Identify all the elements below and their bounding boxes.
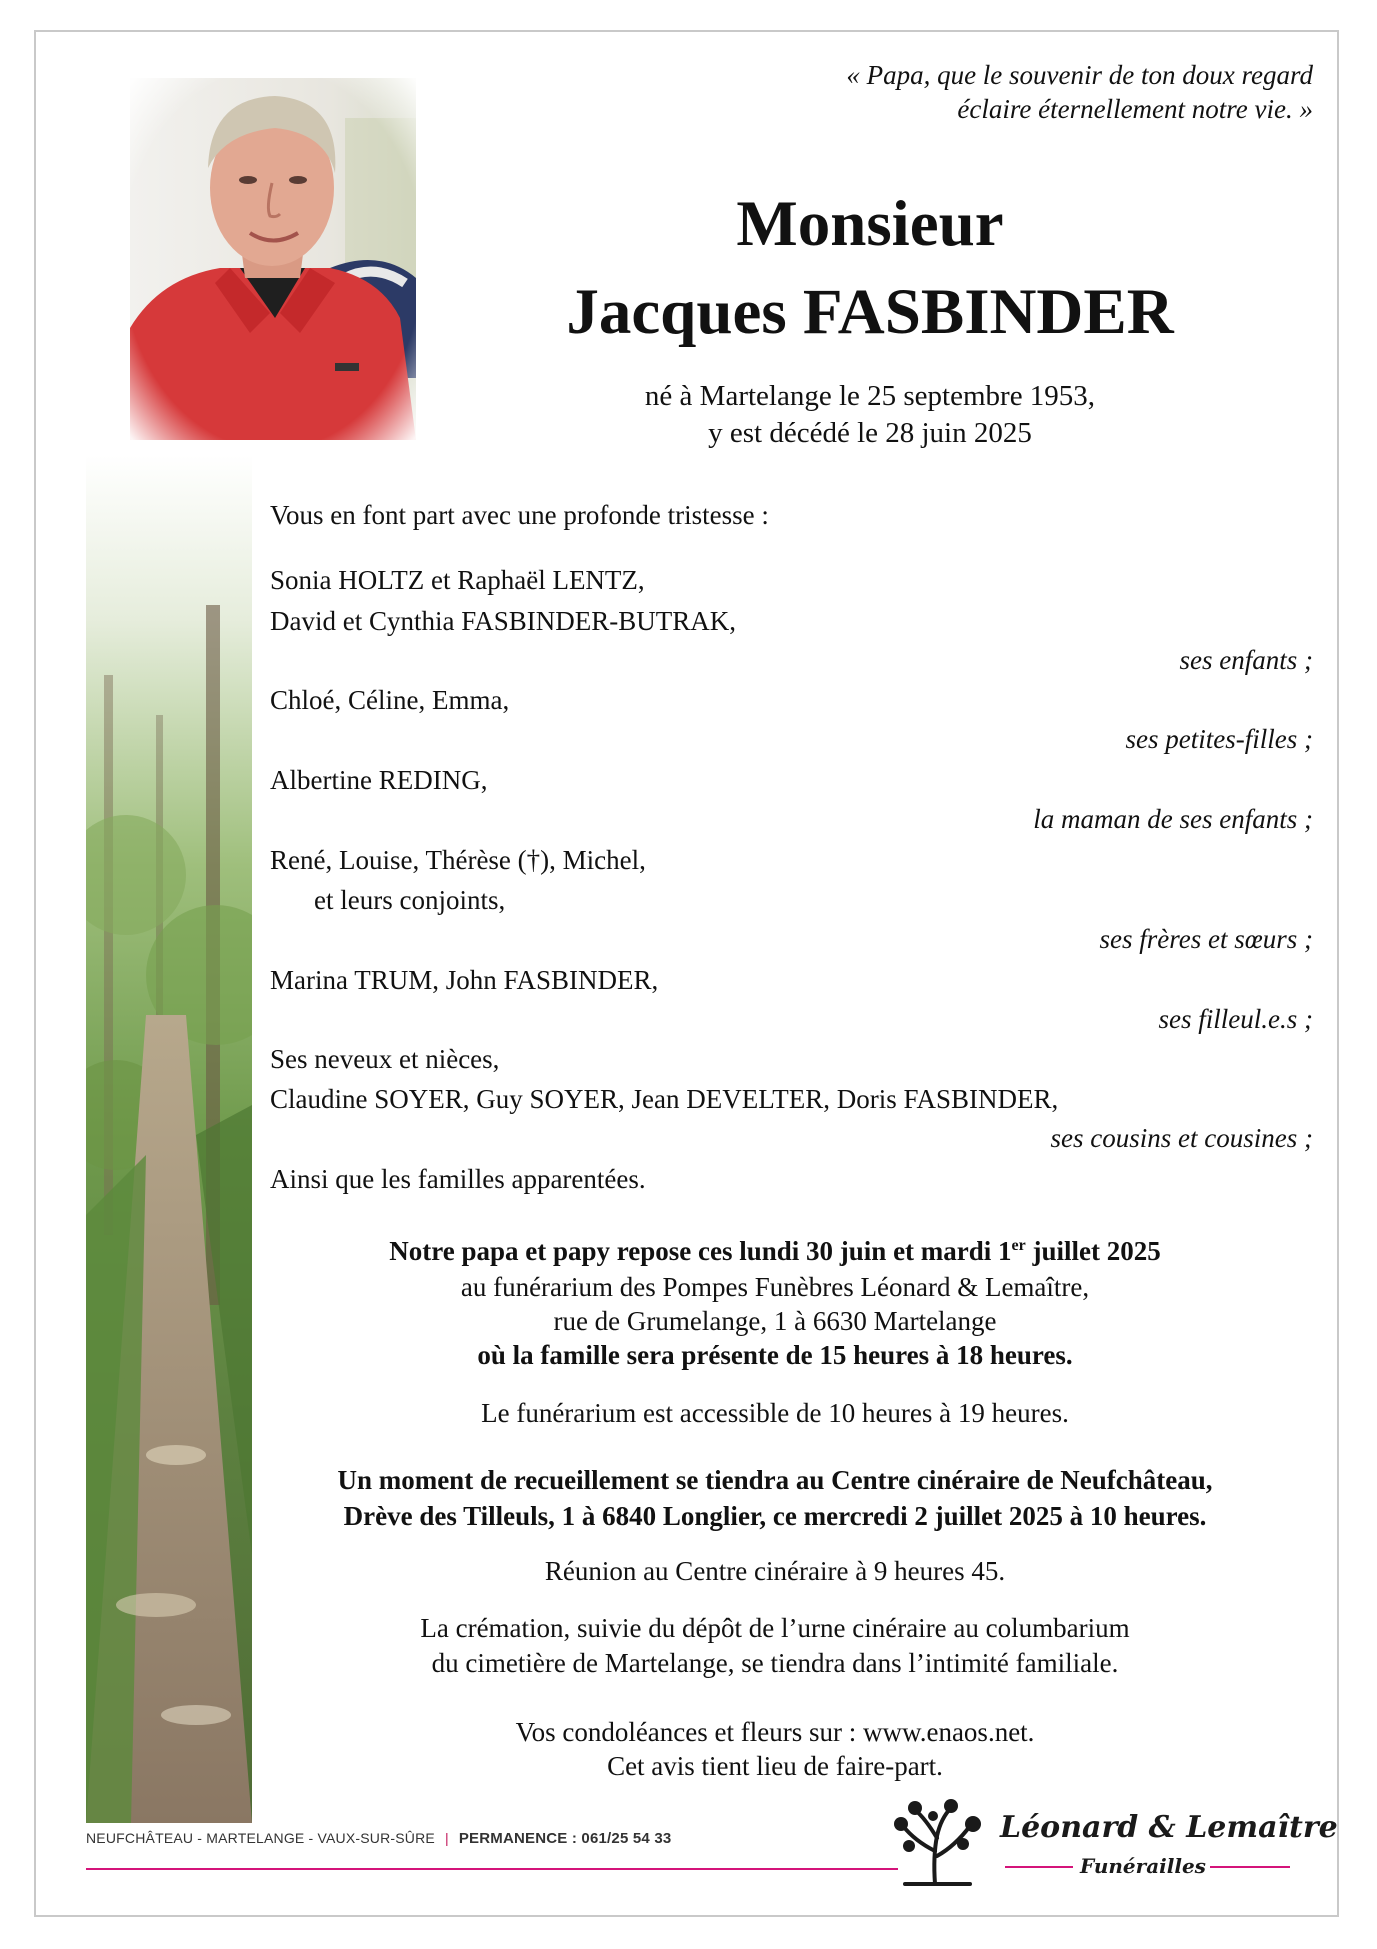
quote-line-2: éclaire éternellement notre vie. » xyxy=(957,94,1313,124)
access-line: Le funérarium est accessible de 10 heures à 19 heures. xyxy=(481,1398,1069,1428)
brand-subtitle: Funérailles xyxy=(1080,1854,1206,1878)
families-line: Ainsi que les familles apparentées. xyxy=(270,1164,646,1194)
repose-line xyxy=(310,1234,1240,1268)
footer-separator: | xyxy=(444,1830,449,1846)
brand-accent-line-right xyxy=(1210,1866,1290,1868)
repose-text-b: juillet 2025 xyxy=(1025,1236,1161,1266)
moment-line-2: Drève des Tilleuls, 1 à 6840 Longlier, ce mercredi 2 juillet 2025 à 10 heures. xyxy=(343,1501,1207,1531)
godchildren-line: Marina TRUM, John FASBINDER, xyxy=(270,965,659,995)
presence-line: où la famille sera présente de 15 heures à 18 heures. xyxy=(477,1340,1073,1370)
death-line: y est décédé le 28 juin 2025 xyxy=(708,417,1032,449)
cousins-relation: ses cousins et cousines ; xyxy=(1050,1123,1313,1153)
grandchildren-line: Chloé, Céline, Emma, xyxy=(270,685,510,715)
mother-line: Albertine REDING, xyxy=(270,765,488,795)
moment-line-1: Un moment de recueillement se tiendra au Centre cinéraire de Neufchâteau, xyxy=(337,1465,1213,1495)
memorial-quote xyxy=(613,58,1313,126)
cousins-line: Claudine SOYER, Guy SOYER, Jean DEVELTER, Doris FASBINDER, xyxy=(270,1084,1059,1114)
title-honorific: Monsieur xyxy=(736,188,1004,260)
footer-permanence: PERMANENCE : 061/25 54 33 xyxy=(458,1830,672,1847)
deceased-name: Jacques FASBINDER xyxy=(566,276,1174,348)
condolences-line: Vos condoléances et fleurs sur : www.enaos.net. xyxy=(515,1717,1035,1747)
grandchildren-relation: ses petites-filles ; xyxy=(1125,724,1313,754)
nephews-line: Ses neveux et nièces, xyxy=(270,1044,500,1074)
children-line-1: Sonia HOLTZ et Raphaël LENTZ, xyxy=(270,565,645,595)
address-line: rue de Grumelange, 1 à 6630 Martelange xyxy=(553,1306,997,1336)
siblings-line-2: et leurs conjoints, xyxy=(314,885,506,915)
birth-line: né à Martelange le 25 septembre 1953, xyxy=(644,380,1096,412)
cremation-line-2: du cimetière de Martelange, se tiendra dans l’intimité familiale. xyxy=(431,1648,1119,1678)
brand-accent-line-left xyxy=(1005,1866,1073,1868)
funerarium-line: au funérarium des Pompes Funèbres Léonard & Lemaître, xyxy=(460,1272,1090,1302)
siblings-relation: ses frères et sœurs ; xyxy=(1099,924,1313,954)
funeral-home-logo xyxy=(885,1796,1338,1892)
children-relation: ses enfants ; xyxy=(1179,645,1313,675)
mother-relation: la maman de ses enfants ; xyxy=(1033,804,1313,834)
family-intro: Vous en font part avec une profonde tristesse : xyxy=(270,500,769,530)
quote-line-1: « Papa, que le souvenir de ton doux regard xyxy=(846,60,1313,90)
footer-locations: NEUFCHÂTEAU - MARTELANGE - VAUX-SUR-SÛRE xyxy=(86,1830,435,1846)
forest-path-image xyxy=(86,455,252,1823)
repose-text-a: Notre papa et papy repose ces lundi 30 juin et mardi 1 xyxy=(389,1236,1012,1266)
birth-death-info xyxy=(560,378,1180,452)
portrait-photo xyxy=(130,78,416,440)
footer-contact xyxy=(86,1830,671,1847)
tree-logo-icon xyxy=(885,1796,995,1892)
cremation-line-1: La crémation, suivie du dépôt de l’urne cinéraire au columbarium xyxy=(420,1613,1130,1643)
children-line-2: David et Cynthia FASBINDER-BUTRAK, xyxy=(270,606,736,636)
brand-name: Léonard & Lemaître xyxy=(1000,1810,1338,1845)
footer-divider xyxy=(86,1868,898,1870)
repose-superscript: er xyxy=(1011,1237,1026,1254)
siblings-line-1: René, Louise, Thérèse (†), Michel, xyxy=(270,845,646,875)
godchildren-relation: ses filleul.e.s ; xyxy=(1158,1004,1313,1034)
reunion-line: Réunion au Centre cinéraire à 9 heures 45. xyxy=(544,1556,1006,1586)
notice-line: Cet avis tient lieu de faire-part. xyxy=(607,1751,943,1781)
